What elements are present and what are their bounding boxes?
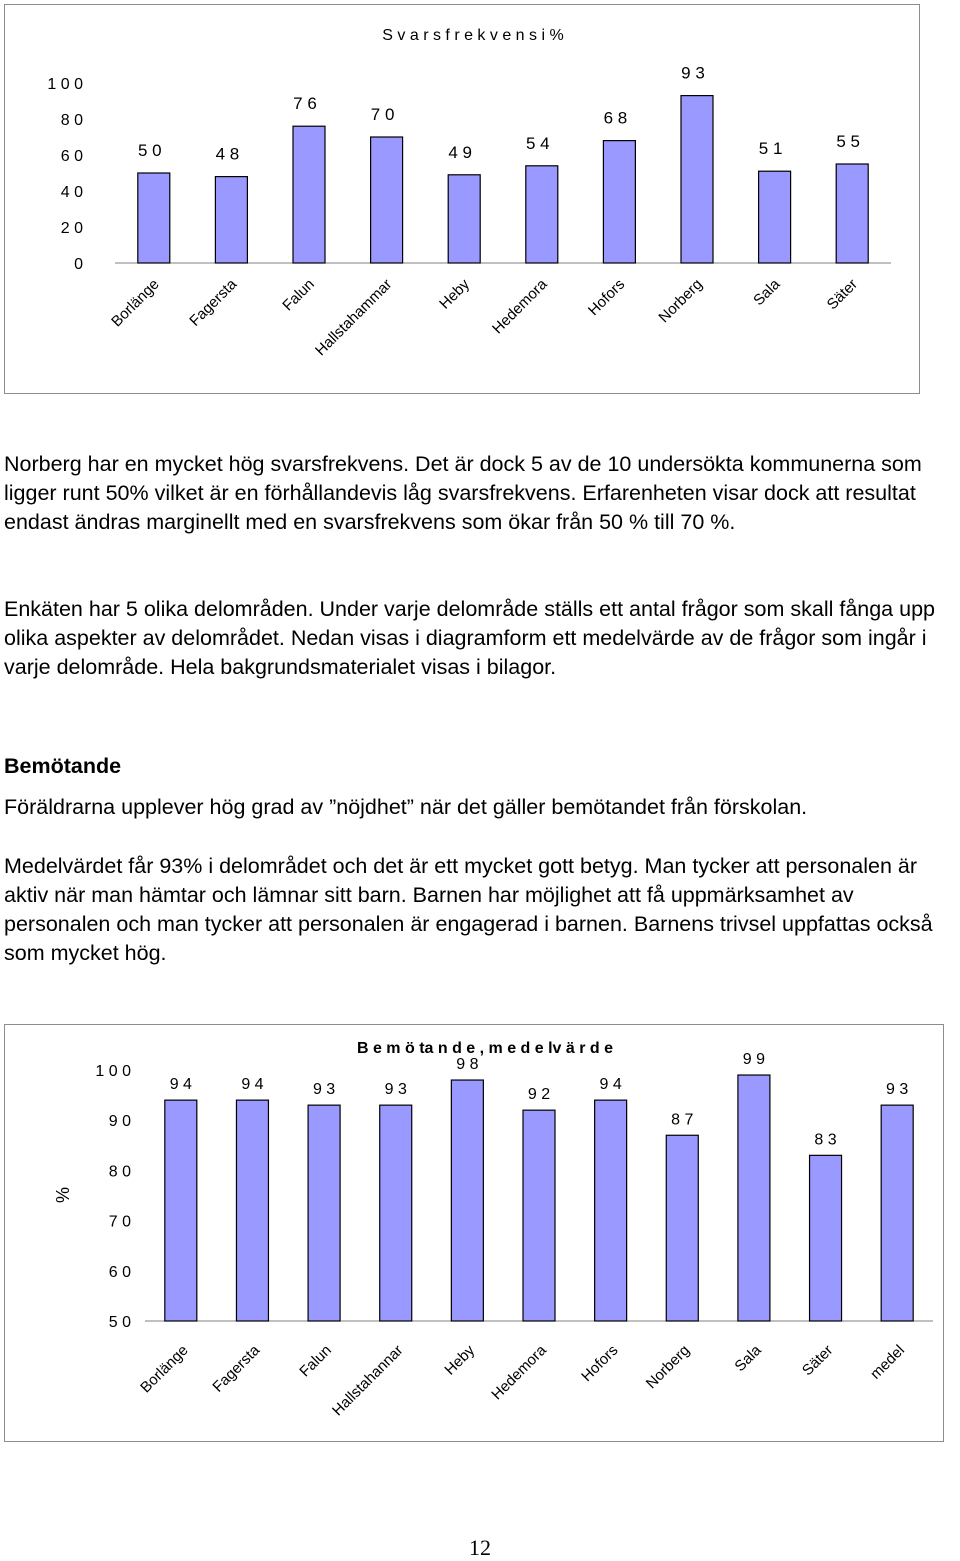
bar (836, 164, 868, 263)
data-label: 6 8 (603, 108, 628, 128)
y-tick-label: 8 0 (60, 112, 83, 129)
x-tick-label: Sala (750, 275, 784, 310)
bar (165, 1100, 197, 1321)
x-tick-label: Fagersta (186, 275, 241, 330)
data-label: 9 3 (886, 1081, 909, 1099)
x-tick-label: Säter (798, 1341, 837, 1380)
bar (448, 175, 480, 263)
bar (371, 137, 403, 263)
paragraph-average: Medelvärdet får 93% i delområdet och det är ett mycket gott betyg. Man tycker att personalen är aktiv när man hämtar och lämnar sitt barn. Barnen har möjlighet att få uppmärksamhet av personalen och man tycker att personalen är engagerad i barnen. Barnens trivsel uppfattas också som mycket hög. (4, 854, 933, 965)
data-label: 7 0 (370, 105, 395, 124)
x-tick-label: Borlänge (108, 275, 163, 331)
y-tick-label: 5 0 (108, 1314, 131, 1331)
x-tick-label: Hedemora (488, 1341, 550, 1404)
x-tick-label: Hallstahannar (329, 1341, 407, 1420)
bemotande-average-chart (4, 1024, 944, 1442)
x-tick-label: Hofors (578, 1341, 622, 1386)
paragraph-survey-areas: Enkäten har 5 olika delområden. Under varje delområde ställs ett antal frågor som skall fånga upp olika aspekter av delområdet. Nedan visas i diagramform ett medelvärde av de frågor som ingår i varje delområde. Hela bakgrundsmaterialet visas i bilagor. (4, 597, 935, 679)
response-rate-chart (4, 4, 920, 394)
y-tick-label: 2 0 (60, 220, 83, 237)
x-tick-label: Fagersta (209, 1341, 264, 1396)
bemotande-average-chart-svg (5, 1025, 943, 1441)
data-label: 9 3 (312, 1081, 336, 1099)
y-tick-label: 4 0 (60, 184, 83, 201)
data-label: 8 3 (814, 1131, 837, 1149)
bar (236, 1100, 268, 1321)
y-tick-label: 7 0 (108, 1213, 131, 1231)
data-label: 9 8 (456, 1056, 479, 1074)
chart-title: S v a r s f r e k v e n s i % (382, 27, 564, 44)
bar (603, 141, 635, 263)
data-label: 8 7 (671, 1111, 694, 1129)
x-tick-label: Heby (436, 275, 474, 313)
x-tick-label: Norberg (642, 1341, 694, 1393)
data-label: 5 4 (525, 133, 550, 153)
data-label: 9 3 (681, 63, 705, 83)
bar (759, 171, 791, 263)
y-tick-label: 1 0 0 (47, 76, 83, 93)
data-label: 5 0 (137, 141, 162, 160)
data-label: 9 2 (527, 1086, 551, 1104)
x-tick-label: Hofors (584, 275, 629, 320)
bar (215, 177, 247, 263)
bar (681, 96, 713, 263)
bar (881, 1105, 913, 1321)
data-label: 5 5 (836, 132, 861, 151)
paragraph-satisfaction: Föräldrarna upplever hög grad av ”nöjdhet” när det gäller bemötandet från förskolan. (4, 795, 808, 819)
bar (380, 1105, 412, 1321)
x-tick-label: Säter (823, 275, 862, 314)
y-tick-label: 6 0 (108, 1263, 131, 1281)
data-label: 7 6 (293, 94, 317, 114)
response-rate-chart-svg (5, 5, 919, 393)
bar (451, 1080, 483, 1321)
bar (810, 1155, 842, 1321)
bar (138, 173, 170, 263)
bar (526, 166, 558, 263)
data-label: 4 8 (215, 144, 240, 164)
x-tick-label: Falun (279, 275, 318, 315)
bar (595, 1100, 627, 1321)
data-label: 9 4 (241, 1076, 264, 1094)
x-tick-label: Hedemora (489, 275, 551, 338)
y-axis-label: % (53, 1186, 73, 1204)
bar (666, 1135, 698, 1321)
x-tick-label: Falun (296, 1341, 335, 1381)
data-label: 9 4 (599, 1076, 622, 1094)
chart-title: B e m ö ta n d e , m e d e lv ä r d e (356, 1040, 614, 1057)
data-label: 4 9 (448, 142, 473, 162)
y-tick-label: 9 0 (108, 1113, 131, 1131)
y-tick-label: 6 0 (60, 148, 83, 165)
x-tick-label: Sala (731, 1341, 765, 1376)
data-label: 9 3 (384, 1081, 407, 1099)
data-label: 5 1 (758, 139, 783, 159)
paragraph-response-rate: Norberg har en mycket hög svarsfrekvens. Det är dock 5 av de 10 undersökta kommunerna som ligger runt 50% vilket är en förhållandevis låg svarsfrekvens. Erfarenheten visar dock att resultat endast ändras marginellt med en svarsfrekvens som ökar från 50 % till 70 %. (4, 452, 922, 534)
data-label: 9 4 (169, 1076, 192, 1094)
page-number: 12 (469, 1535, 491, 1560)
x-tick-label: Heby (441, 1341, 479, 1379)
x-tick-label: Hallstahammar (312, 275, 396, 360)
bar (308, 1105, 340, 1321)
x-tick-label: Norberg (655, 275, 706, 327)
bar (293, 126, 325, 263)
y-tick-label: 1 0 0 (95, 1063, 131, 1080)
y-tick-label: 0 (74, 256, 83, 273)
x-tick-label: medel (867, 1341, 909, 1383)
y-tick-label: 8 0 (108, 1163, 131, 1181)
x-tick-label: Borlänge (137, 1341, 192, 1397)
bar (523, 1110, 555, 1321)
bar (738, 1075, 770, 1321)
data-label: 9 9 (742, 1051, 766, 1069)
section-heading-bemotande: Bemötande (4, 754, 122, 778)
